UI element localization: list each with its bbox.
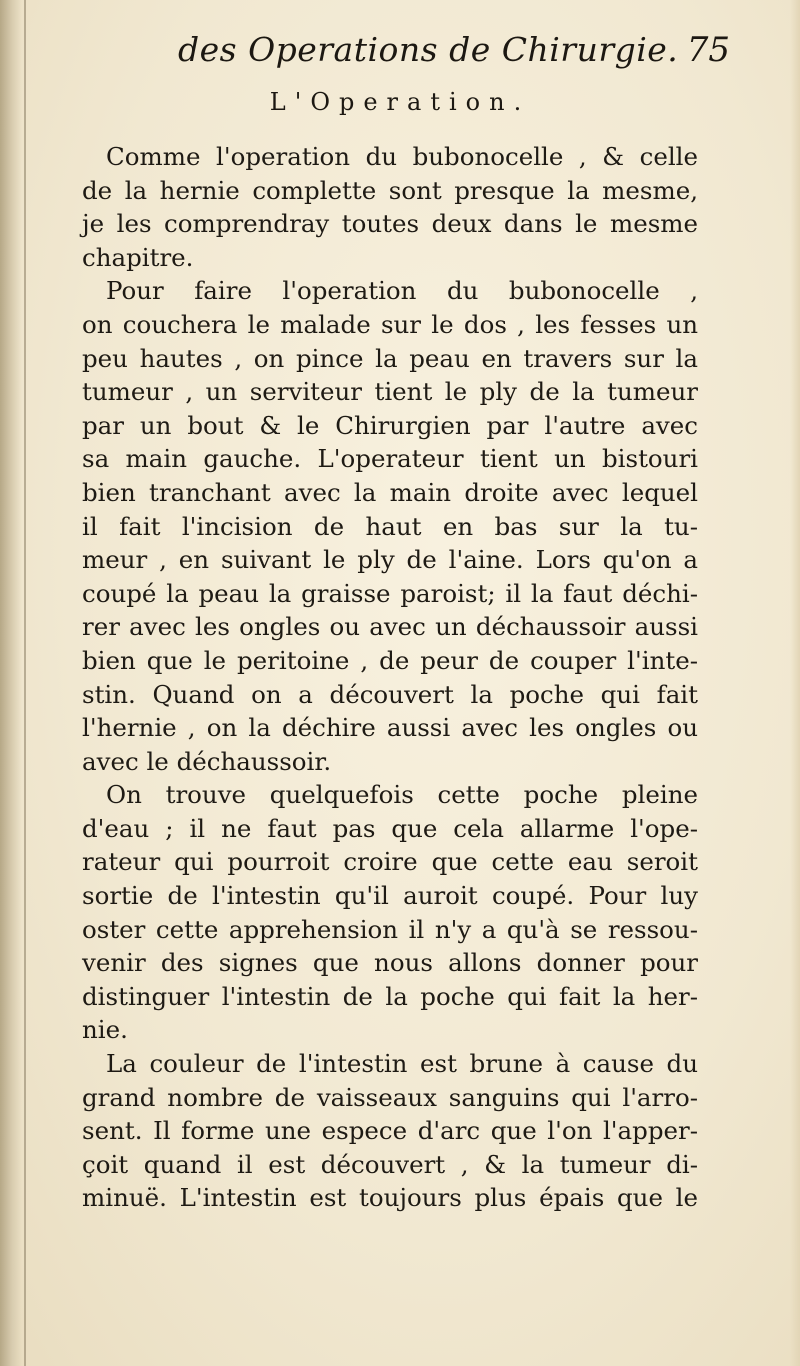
text-line: stin. Quand on a découvert la poche qui fait xyxy=(82,679,698,709)
text-line: l'hernie , on la déchire aussi avec les ongles ou xyxy=(82,713,698,743)
text-line: sa main gauche. L'operateur tient un bistouri xyxy=(82,444,698,474)
text-line: coupé la peau la graisse paroist; il la faut déchi- xyxy=(82,578,698,608)
text-line: nie. xyxy=(82,1015,128,1045)
text-line: d'eau ; il ne faut pas que cela allarme l'ope- xyxy=(82,813,698,843)
text-line: Comme l'operation du bubonocelle , & celle xyxy=(106,142,698,171)
text-line: avec le déchaussoir. xyxy=(82,746,332,776)
body-text xyxy=(82,140,698,1215)
text-line: sent. Il forme une espece d'arc que l'on l'apper- xyxy=(82,1116,698,1146)
binding-edge xyxy=(24,0,26,1366)
text-line: venir des signes que nous allons donner pour xyxy=(82,948,698,978)
running-title: des Operations de Chirurgie. xyxy=(178,30,679,69)
text-line: tumeur , un serviteur tient le ply de la tumeur xyxy=(82,377,698,407)
text-line: Pour faire l'operation du bubonocelle , xyxy=(106,276,698,306)
text-line: sortie de l'intestin qu'il auroit coupé. Pour luy xyxy=(82,881,698,911)
text-line: bien tranchant avec la main droite avec lequel xyxy=(82,477,698,507)
page-number: 75 xyxy=(686,30,730,70)
text-line: oster cette apprehension il n'y a qu'à se ressou- xyxy=(82,914,698,944)
text-line: grand nombre de vaisseaux sanguins qui l'arro- xyxy=(82,1082,698,1112)
text-line: on couchera le malade sur le dos , les fesses un xyxy=(82,309,698,339)
page-gutter xyxy=(0,0,22,1366)
text-line: distinguer l'intestin de la poche qui fait la her- xyxy=(82,981,698,1011)
page-edge xyxy=(790,0,800,1366)
page-header xyxy=(70,28,730,88)
text-line: de la hernie complette sont presque la mesme, xyxy=(82,175,698,205)
text-line: je les comprendray toutes deux dans le mesme xyxy=(82,209,698,239)
text-line: peu hautes , on pince la peau en travers sur la xyxy=(82,343,698,373)
text-line: il fait l'incision de haut en bas sur la tu- xyxy=(82,511,698,541)
text-line: rer avec les ongles ou avec un déchaussoir aussi xyxy=(82,612,698,642)
text-line: par un bout & le Chirurgien par l'autre avec xyxy=(82,410,698,440)
text-line: bien que le peritoine , de peur de couper l'inte- xyxy=(82,645,698,675)
text-line: chapitre. xyxy=(82,242,194,272)
text-line: çoit quand il est découvert , & la tumeur di- xyxy=(82,1149,698,1179)
text-line: On trouve quelquefois cette poche pleine xyxy=(106,780,698,810)
text-line: La couleur de l'intestin est brune à cause du xyxy=(106,1049,698,1079)
text-line: minuë. L'intestin est toujours plus épais que le xyxy=(82,1183,698,1213)
text-line: meur , en suivant le ply de l'aine. Lors qu'on a xyxy=(82,545,698,575)
section-title: L'Operation. xyxy=(269,88,531,116)
text-line: rateur qui pourroit croire que cette eau seroit xyxy=(82,847,698,877)
